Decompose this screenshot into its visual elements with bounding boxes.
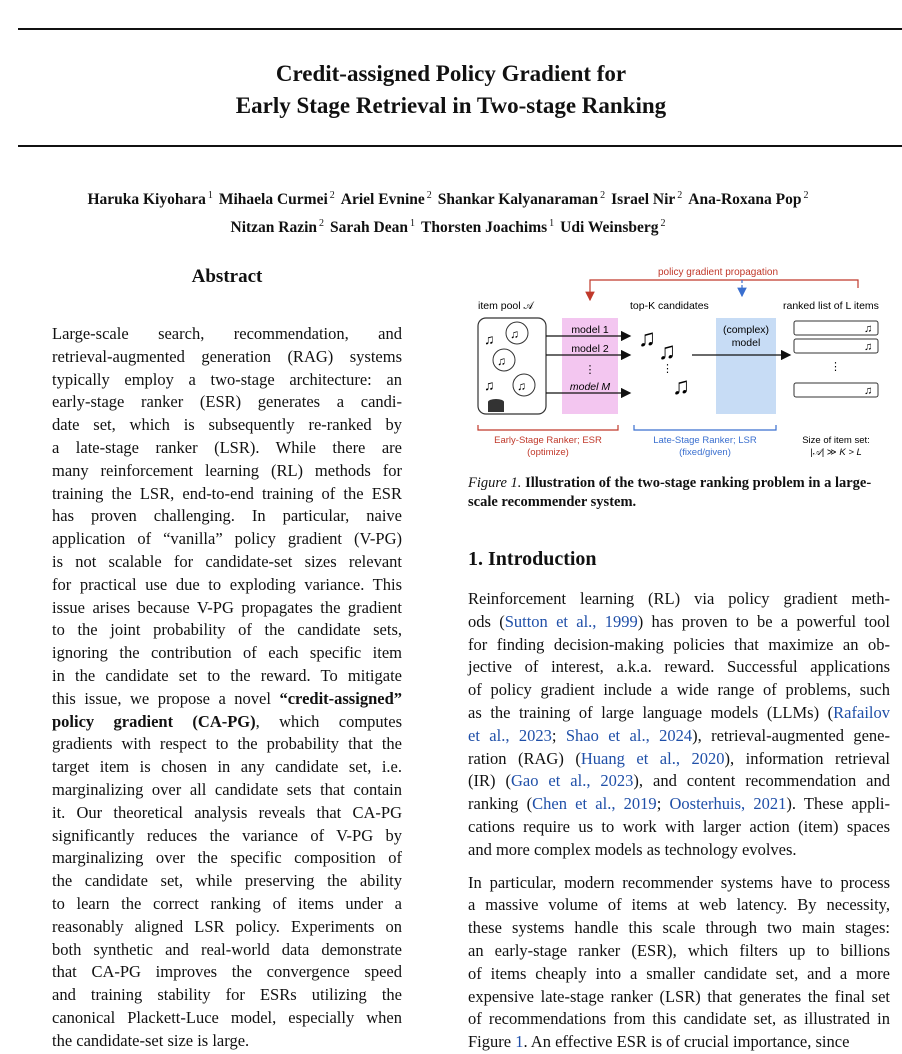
abstract-line: a late-stage ranker (LSR). While there are <box>52 437 402 457</box>
abstract-line: for practical use due to exploding variance. This <box>52 574 402 594</box>
author-name: Israel Nir <box>611 191 676 208</box>
author-name: Ariel Evnine <box>340 191 425 208</box>
music-note-icon: ♫ <box>497 354 506 368</box>
ranked-list-label: ranked list of L items <box>783 300 879 312</box>
introduction-paragraph-2 <box>468 872 890 1054</box>
lsr-bracket <box>634 425 776 430</box>
item-pool-label: item pool 𝒜 <box>478 300 534 312</box>
section-heading-introduction: 1. Introduction <box>468 548 597 570</box>
title-line-1: Credit-assigned Policy Gradient for <box>275 61 627 86</box>
author-affiliation: 2 <box>660 218 666 229</box>
abstract-line: and training stability for ESRs utilizing the <box>52 985 402 1005</box>
database-icon <box>488 402 504 412</box>
author-affiliation: 2 <box>600 190 606 201</box>
abstract-line: marginalizing over the specific composition of <box>52 848 402 868</box>
music-note-icon: ♫ <box>864 341 873 353</box>
title-line-2: Early Stage Retrieval in Two-stage Ranking <box>235 93 667 118</box>
author-name: Udi Weinsberg <box>560 219 659 236</box>
music-note-icon: ♫ <box>484 331 495 347</box>
item-set-size-formula: |𝒜| ≫ K > L <box>810 447 862 458</box>
text-line: of items cheaply into a smaller candidate set, and a more <box>468 963 890 983</box>
citation-link[interactable]: Gao et al., 2023 <box>510 771 634 791</box>
citation-link[interactable]: Rafailov <box>833 702 890 722</box>
author-affiliation: 1 <box>549 218 555 229</box>
abstract-line: early-stage ranker (ESR) generates a candi- <box>52 392 402 412</box>
citation-link[interactable]: et al., 2023 <box>468 725 552 745</box>
author-affiliation: 2 <box>319 218 325 229</box>
abstract-line: gradients with respect to the probability that the <box>52 734 402 754</box>
model-2-label: model 2 <box>571 343 609 355</box>
figure-caption <box>468 474 890 512</box>
introduction-paragraph-1 <box>468 588 890 862</box>
abstract-line: retrieval-augmented generation (RAG) systems <box>52 346 402 366</box>
text-line: of policy gradient include a wide range of problems, such <box>468 680 890 700</box>
topk-label: top-K candidates <box>630 300 709 312</box>
esr-label-1: Early-Stage Ranker; ESR <box>494 435 602 446</box>
model-1-label: model 1 <box>571 324 609 336</box>
abstract-line: Large-scale search, recommendation, and <box>52 324 402 343</box>
text-line: (IR) (Gao et al., 2023), and content recommendation and <box>468 771 890 791</box>
abstract-line: significantly reduces the variance of V-PG by <box>52 825 402 845</box>
text-line: for finding decision-making policies that maximize an ob- <box>468 634 890 654</box>
ranked-ellipsis: ⋮ <box>830 361 841 373</box>
complex-model-label-1: (complex) <box>722 324 770 336</box>
music-note-icon: ♫ <box>658 338 676 365</box>
text-line: cations require us to work with larger action (item) spaces <box>468 816 890 836</box>
item-set-size-label: Size of item set: <box>802 435 870 446</box>
two-stage-ranking-diagram <box>470 262 890 467</box>
abstract-line: many reinforcement learning (RL) methods for <box>52 460 402 480</box>
music-note-icon: ♫ <box>510 327 519 341</box>
abstract-line: is not scalable for candidate-set sizes relevant <box>52 551 402 571</box>
figure-caption-text: Illustration of the two-stage ranking problem in a large-scale recommender system. <box>468 475 872 510</box>
abstract-line: issue arises because V-PG propagates the gradient <box>52 597 402 617</box>
abstract-line: date set, which is subsequently re-ranked by <box>52 415 402 435</box>
abstract-heading: Abstract <box>191 266 263 287</box>
abstract-line: target item is chosen in any candidate set, i.e. <box>52 757 402 777</box>
author-name: Mihaela Curmei <box>218 191 328 208</box>
text-line: ranking (Chen et al., 2019; Oosterhuis, 2021). These appli- <box>468 794 890 814</box>
author-name: Nitzan Razin <box>230 219 318 236</box>
abstract-line: the candidate-set size is large. <box>52 1030 250 1050</box>
author-line-1 <box>0 184 902 212</box>
author-name: Thorsten Joachims <box>421 219 548 236</box>
lsr-label-2: (fixed/given) <box>679 447 731 458</box>
policy-gradient-arrow <box>590 280 858 300</box>
text-line: expensive late-stage ranker (LSR) that generates the final set <box>468 986 890 1006</box>
text-line: In particular, modern recommender systems have to process <box>468 872 890 892</box>
citation-link[interactable]: Huang et al., 2020 <box>580 748 725 768</box>
introduction-body <box>468 588 890 1054</box>
title-bottom-rule <box>18 145 902 147</box>
text-line: an early-stage ranker (ESR), which filters up to billions <box>468 940 890 960</box>
models-ellipsis: ⋮ <box>584 364 596 376</box>
text-line: as the training of large language models (LLMs) (Rafailov <box>468 702 890 722</box>
text-line: et al., 2023; Shao et al., 2024), retrieval-augmented gene- <box>468 725 890 745</box>
author-line-2 <box>0 212 902 240</box>
music-note-icon: ♫ <box>864 385 873 397</box>
text-line: and more complex models as technology evolves. <box>468 839 797 859</box>
abstract-line: typically employ a two-stage architecture: an <box>52 369 402 389</box>
abstract-line: canonical Plackett-Luce model, especially when <box>52 1007 402 1027</box>
music-note-icon: ♫ <box>638 325 656 352</box>
citation-link[interactable]: Oosterhuis, 2021 <box>669 794 787 814</box>
text-line: Reinforcement learning (RL) via policy gradient meth- <box>468 589 890 608</box>
author-affiliation: 1 <box>410 218 415 229</box>
abstract-line: training the LSR, end-to-end training of the ESR <box>52 483 402 503</box>
text-line: ods (Sutton et al., 1999) has proven to be a powerful tool <box>468 611 890 631</box>
abstract-line: has proven challenging. In particular, naive <box>52 506 402 526</box>
figure-caption-label: Figure 1. <box>468 475 522 491</box>
text-line: Figure 1. An effective ESR is of crucial importance, since <box>468 1032 850 1052</box>
music-note-icon: ♫ <box>484 377 495 393</box>
abstract-line: to learn the correct ranking of items under a <box>52 893 402 913</box>
music-note-icon: ♫ <box>864 323 873 335</box>
author-affiliation: 2 <box>329 190 335 201</box>
citation-link[interactable]: 1 <box>515 1032 524 1052</box>
citation-link[interactable]: Shao et al., 2024 <box>565 725 693 745</box>
lsr-label-1: Late-Stage Ranker; LSR <box>653 435 757 446</box>
author-affiliation: 1 <box>207 190 213 201</box>
abstract-line: this issue, we propose a novel “credit-assigned” <box>52 688 402 708</box>
abstract-line: the candidate set, while preserving the ability <box>52 871 402 891</box>
abstract-line: to the joint probability of the candidate sets, <box>52 620 402 640</box>
music-note-icon: ♫ <box>517 379 526 393</box>
music-note-icon: ♫ <box>672 373 690 400</box>
abstract-line: marginalizing over all candidate sets that contain <box>52 779 402 799</box>
text-line: jective of interest, a.k.a. reward. Successful applications <box>468 657 890 677</box>
abstract-line: that CA-PG improves the convergence speed <box>52 962 402 982</box>
policy-gradient-label: policy gradient propagation <box>657 267 779 278</box>
abstract-line: both synthetic and real-world data demonstrate <box>52 939 402 959</box>
author-name: Sarah Dean <box>330 219 408 236</box>
paper-title <box>0 58 902 122</box>
complex-model-label-2: model <box>731 337 761 349</box>
text-line: these systems handle this scale through two main stages: <box>468 918 890 938</box>
author-affiliation: 2 <box>677 190 683 201</box>
author-affiliation: 2 <box>803 190 809 201</box>
abstract-line: application of “vanilla” policy gradient (V-PG) <box>52 529 402 549</box>
author-name: Haruka Kiyohara <box>87 191 206 208</box>
esr-bracket <box>478 425 618 430</box>
citation-link[interactable]: Sutton et al., 1999 <box>504 611 638 631</box>
citation-link[interactable]: Chen et al., 2019 <box>532 794 657 814</box>
author-list <box>0 184 902 240</box>
author-name: Shankar Kalyanaraman <box>437 191 599 208</box>
text-line: a massive volume of items at web latency. By necessity, <box>468 895 890 915</box>
candidates-ellipsis: ⋮ <box>662 363 673 375</box>
abstract-line: it. Our theoretical analysis reveals that CA-PG <box>52 802 402 822</box>
figure-1 <box>470 262 890 467</box>
abstract-line: ignoring the contribution of each specific item <box>52 643 402 663</box>
top-rule <box>18 28 902 30</box>
esr-label-2: (optimize) <box>527 447 569 458</box>
text-line: of recommendations from this candidate set, as illustrated in <box>468 1009 890 1029</box>
text-line: ration (RAG) (Huang et al., 2020), information retrieval <box>468 748 891 768</box>
abstract-line: in the candidate set to the reward. To mitigate <box>52 665 402 685</box>
author-affiliation: 2 <box>426 190 432 201</box>
abstract-line: reasonably aligned LSR policy. Experiments on <box>52 916 402 936</box>
abstract-body <box>52 323 402 1053</box>
author-name: Ana-Roxana Pop <box>688 191 802 208</box>
abstract-line: policy gradient (CA-PG), which computes <box>52 711 402 731</box>
model-m-label: model M <box>569 381 611 393</box>
